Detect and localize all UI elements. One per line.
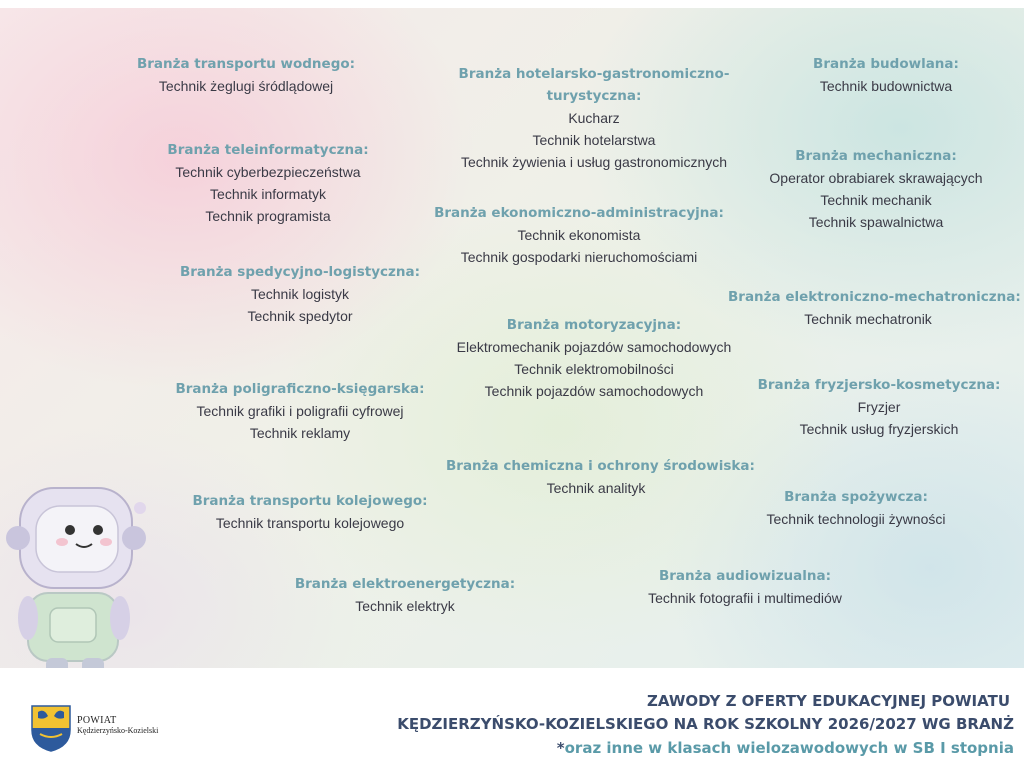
- occupation-item: Technik usług fryzjerskich: [799, 421, 959, 437]
- group-ekonomiczno-administracyjna: [429, 202, 729, 268]
- group-fryzjersko-kosmetyczna: [739, 374, 1019, 440]
- group-chemiczna: [446, 455, 755, 499]
- group-hotelarsko-gastronomiczno-turystyczna: [444, 63, 744, 173]
- group-title: Branża mechaniczna:: [795, 148, 957, 164]
- occupation-item: Technik cyberbezpieczeństwa: [175, 164, 361, 180]
- occupation-item: Operator obrabiarek skrawających: [769, 170, 983, 186]
- group-title-cont: turystyczna:: [546, 88, 642, 104]
- occupation-item: Technik spawalnictwa: [808, 214, 944, 230]
- footer-title-line2: KĘDZIERZYŃSKO-KOZIELSKIEGO NA ROK SZKOLNY 2026/2027 WG BRANŻ: [397, 715, 1014, 733]
- occupation-item: Technik fotografii i multimediów: [648, 590, 842, 606]
- group-budowlana: [746, 53, 1024, 97]
- footer-title-line1: ZAWODY Z OFERTY EDUKACYJNEJ POWIATU: [647, 692, 1010, 710]
- occupation-item: Elektromechanik pojazdów samochodowych: [456, 339, 732, 355]
- poster-background: [0, 8, 1024, 668]
- occupation-item: Technik mechatronik: [804, 311, 932, 327]
- group-spozywcza: [716, 486, 996, 530]
- occupation-item: Technik technologii żywności: [766, 511, 946, 527]
- occupation-item: Technik mechanik: [820, 192, 932, 208]
- group-transport-kolejowy: [160, 490, 460, 534]
- occupation-item: Technik żywienia i usług gastronomicznych: [460, 154, 728, 170]
- group-title: Branża budowlana:: [813, 56, 959, 72]
- group-title: Branża audiowizualna:: [658, 568, 832, 584]
- occupation-item: Technik transportu kolejowego: [215, 515, 405, 531]
- group-elektroenergetyczna: [255, 573, 555, 617]
- group-title: Branża fryzjersko-kosmetyczna:: [757, 377, 1001, 393]
- group-transport-wodny: [118, 53, 374, 97]
- group-title: Branża chemiczna i ochrony środowiska:: [446, 458, 755, 474]
- group-title: Branża spożywcza:: [784, 489, 928, 505]
- group-title: Branża spedycyjno-logistyczna:: [179, 264, 421, 280]
- occupation-item: Technik żeglugi śródlądowej: [158, 78, 334, 94]
- group-title: Branża motoryzacyjna:: [506, 317, 682, 333]
- group-poligraficzno-ksiegarska: [150, 378, 450, 444]
- occupation-item: Technik ekonomista: [517, 227, 641, 243]
- logo-name: POWIAT: [77, 715, 117, 726]
- occupation-item: Technik pojazdów samochodowych: [484, 383, 704, 399]
- group-motoryzacyjna: [444, 314, 744, 402]
- group-title: Branża transportu kolejowego:: [192, 493, 428, 509]
- occupation-item: Technik spedytor: [247, 308, 353, 324]
- coat-of-arms-logo: [30, 704, 72, 752]
- occupation-item: Technik elektryk: [355, 598, 455, 614]
- logo-text: [77, 715, 158, 735]
- group-elektroniczno-mechatroniczna: [728, 286, 1021, 330]
- group-title: Branża elektroniczno-mechatroniczna:: [728, 289, 1021, 305]
- group-title: Branża poligraficzno-księgarska:: [175, 381, 425, 397]
- occupation-item: Technik reklamy: [249, 425, 351, 441]
- occupation-item: Fryzjer: [857, 399, 901, 415]
- occupation-item: Technik programista: [205, 208, 331, 224]
- occupation-item: Technik gospodarki nieruchomościami: [460, 249, 698, 265]
- footer-note-text: oraz inne w klasach wielozawodowych w SB I stopnia: [564, 739, 1014, 757]
- logo-subname: Kędzierzyńsko-Kozielski: [77, 726, 159, 735]
- group-audiowizualna: [595, 565, 895, 609]
- occupation-item: Technik informatyk: [210, 186, 326, 202]
- group-title: Branża ekonomiczno-administracyjna:: [434, 205, 724, 221]
- footer-note: [557, 739, 1014, 757]
- occupation-item: Technik budownictwa: [819, 78, 953, 94]
- occupation-item: Technik grafiki i poligrafii cyfrowej: [196, 403, 404, 419]
- group-mechaniczna: [736, 145, 1016, 233]
- group-title: Branża transportu wodnego:: [136, 56, 356, 72]
- occupation-item: Technik elektromobilności: [514, 361, 674, 377]
- robot-illustration: [0, 478, 170, 678]
- footer-note-star: *: [556, 739, 565, 757]
- group-spedycyjno-logistyczna: [150, 261, 450, 327]
- occupation-item: Technik hotelarstwa: [532, 132, 656, 148]
- occupation-item: Kucharz: [568, 110, 620, 126]
- group-teleinformatyczna: [118, 139, 418, 227]
- group-title: Branża elektroenergetyczna:: [294, 576, 516, 592]
- group-title: Branża teleinformatyczna:: [167, 142, 369, 158]
- occupation-item: Technik analityk: [546, 480, 646, 496]
- occupation-item: Technik logistyk: [250, 286, 350, 302]
- group-title: Branża hotelarsko-gastronomiczno-: [458, 66, 730, 82]
